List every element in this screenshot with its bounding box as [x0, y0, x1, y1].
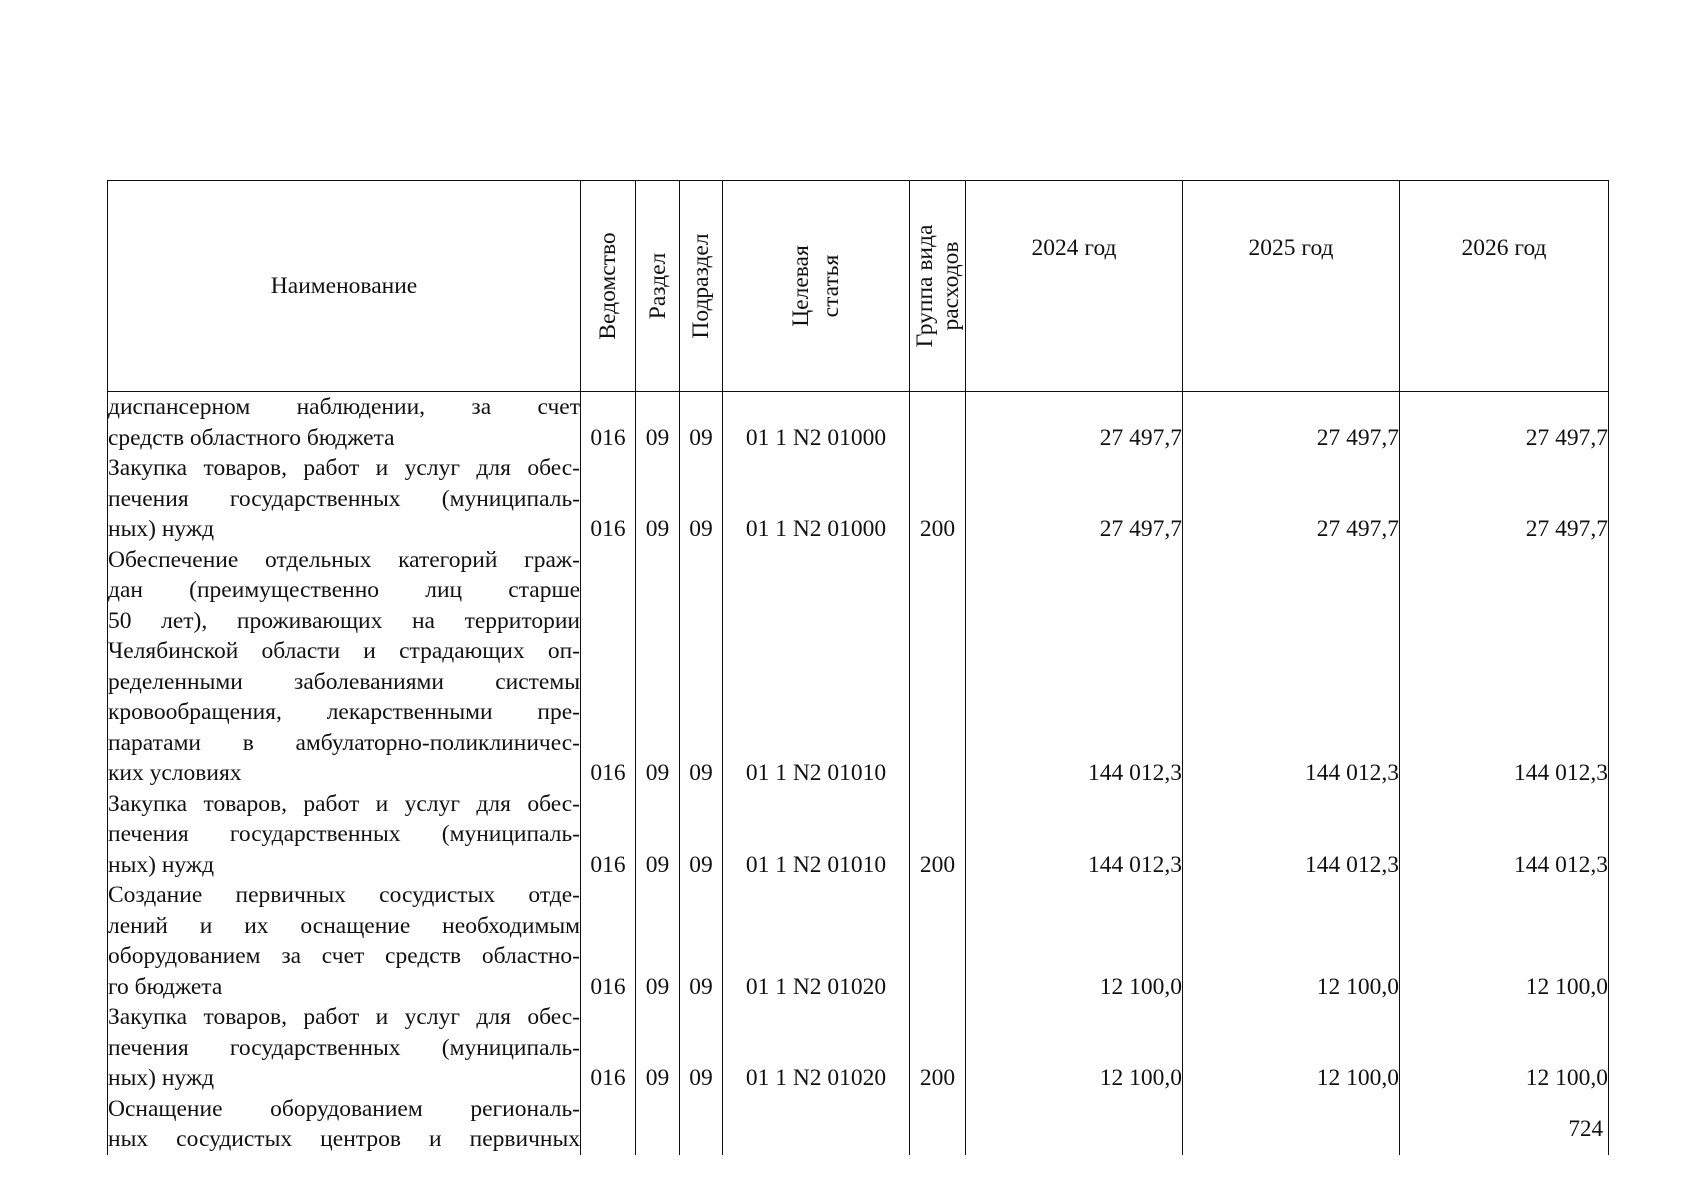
row-name-line: ных сосудистых центров и первичных [108, 1126, 580, 1152]
header-celevaya-line2: статья [818, 254, 844, 318]
table-row [108, 789, 1609, 881]
row-amount-2025 [1183, 1094, 1400, 1155]
row-amount-2024: 27 497,7 [966, 453, 1183, 545]
row-amount-2026: 144 012,3 [1400, 789, 1609, 881]
row-name-line: ных) нужд [108, 516, 215, 542]
row-vedomstvo: 016 [581, 789, 636, 881]
row-name-line: Закупка товаров, работ и услуг для обес- [108, 455, 580, 481]
row-amount-2026: 144 012,3 [1400, 545, 1609, 789]
row-name-line: ределенными заболеваниями системы [108, 668, 580, 695]
row-podrazdel: 09 [680, 789, 723, 881]
row-razdel [636, 1094, 680, 1155]
row-name-line: Челябинской области и страдающих оп- [108, 638, 580, 664]
table-row [108, 545, 1609, 789]
row-amount-2026: 12 100,0 [1400, 1002, 1609, 1094]
row-amount-2026: 27 497,7 [1400, 453, 1609, 545]
row-name-line: паратами в амбулаторно-поликлиничес- [108, 729, 580, 756]
row-name [108, 453, 581, 545]
row-name-line: ных) нужд [108, 851, 215, 878]
row-amount-2024: 27 497,7 [966, 392, 1183, 454]
row-podrazdel: 09 [680, 1002, 723, 1094]
table-row [108, 453, 1609, 545]
header-podrazdel-label: Подраздел [688, 233, 714, 339]
row-celevaya-statya: 01 1 N2 01020 [723, 880, 910, 1002]
row-gruppa-vida-raskhodov [910, 392, 966, 454]
row-vedomstvo: 016 [581, 453, 636, 545]
table-row [108, 392, 1609, 454]
row-name-line: Создание первичных сосудистых отде- [108, 882, 580, 908]
header-gruppa-vida-raskhodov [910, 181, 966, 392]
row-podrazdel: 09 [680, 880, 723, 1002]
page-number: 724 [1568, 1116, 1603, 1141]
header-vedomstvo [581, 181, 636, 392]
row-amount-2025: 144 012,3 [1183, 545, 1400, 789]
row-name-line: диспансерном наблюдении, за счет [108, 394, 580, 420]
row-celevaya-statya: 01 1 N2 01010 [723, 789, 910, 881]
row-razdel: 09 [636, 453, 680, 545]
row-amount-2025: 12 100,0 [1183, 880, 1400, 1002]
row-name [108, 1094, 581, 1155]
table-header [108, 181, 1609, 392]
row-name [108, 392, 581, 454]
row-amount-2024: 144 012,3 [966, 789, 1183, 881]
row-name-line: печения государственных (муниципаль- [108, 1034, 580, 1061]
row-name-line: дан (преимущественно лиц старше [108, 577, 580, 603]
row-podrazdel: 09 [680, 545, 723, 789]
header-celevaya-line1: Целевая [788, 245, 814, 327]
header-celevaya-label [786, 245, 846, 327]
row-razdel: 09 [636, 1002, 680, 1094]
row-name-line: ких условиях [108, 760, 242, 786]
header-razdel-label: Раздел [644, 252, 671, 320]
row-amount-2024: 144 012,3 [966, 545, 1183, 789]
row-name-line: средств областного бюджета [108, 424, 395, 451]
row-gruppa-vida-raskhodov [910, 545, 966, 789]
header-2024: 2024 год [966, 181, 1183, 392]
row-vedomstvo: 016 [581, 392, 636, 454]
table-row [108, 880, 1609, 1002]
row-name-line: Закупка товаров, работ и услуг для обес- [108, 1004, 580, 1030]
row-vedomstvo: 016 [581, 545, 636, 789]
row-amount-2025: 27 497,7 [1183, 392, 1400, 454]
table-row [108, 1094, 1609, 1155]
row-razdel: 09 [636, 392, 680, 454]
row-name-line: Обеспечение отдельных категорий граж- [108, 546, 580, 573]
header-gruppa-label [912, 225, 964, 348]
row-podrazdel [680, 1094, 723, 1155]
row-amount-2025: 12 100,0 [1183, 1002, 1400, 1094]
row-name [108, 789, 581, 881]
row-name-line: Оснащение оборудованием региональ- [108, 1095, 580, 1122]
header-name: Наименование [108, 181, 581, 392]
row-amount-2026: 12 100,0 [1400, 880, 1609, 1002]
row-celevaya-statya [723, 1094, 910, 1155]
row-name-line: го бюджета [108, 973, 223, 1000]
header-2026: 2026 год [1400, 181, 1609, 392]
row-amount-2024: 12 100,0 [966, 880, 1183, 1002]
row-gruppa-vida-raskhodov: 200 [910, 453, 966, 545]
row-name [108, 1002, 581, 1094]
row-amount-2025: 144 012,3 [1183, 789, 1400, 881]
row-podrazdel: 09 [680, 392, 723, 454]
row-amount-2024: 12 100,0 [966, 1002, 1183, 1094]
row-name-line: Закупка товаров, работ и услуг для обес- [108, 790, 580, 817]
row-amount-2025: 27 497,7 [1183, 453, 1400, 545]
header-celevaya-statya [723, 181, 910, 392]
table-row [108, 1002, 1609, 1094]
row-vedomstvo [581, 1094, 636, 1155]
header-podrazdel [680, 181, 723, 392]
row-celevaya-statya: 01 1 N2 01000 [723, 392, 910, 454]
row-gruppa-vida-raskhodov [910, 1094, 966, 1155]
row-razdel: 09 [636, 880, 680, 1002]
row-name-line: лений и их оснащение необходимым [108, 912, 580, 939]
row-razdel: 09 [636, 545, 680, 789]
row-name-line: 50 лет), проживающих на территории [108, 607, 580, 634]
row-vedomstvo: 016 [581, 1002, 636, 1094]
row-gruppa-vida-raskhodov [910, 880, 966, 1002]
row-name-line: печения государственных (муниципаль- [108, 485, 580, 512]
header-2025: 2025 год [1183, 181, 1400, 392]
row-gruppa-vida-raskhodov: 200 [910, 1002, 966, 1094]
header-vedomstvo-label: Ведомство [595, 232, 621, 340]
row-gruppa-vida-raskhodov: 200 [910, 789, 966, 881]
row-celevaya-statya: 01 1 N2 01020 [723, 1002, 910, 1094]
row-name-line: ных) нужд [108, 1065, 215, 1091]
row-name [108, 545, 581, 789]
row-celevaya-statya: 01 1 N2 01010 [723, 545, 910, 789]
header-gruppa-line2: расходов [937, 241, 964, 331]
row-celevaya-statya: 01 1 N2 01000 [723, 453, 910, 545]
row-amount-2026: 27 497,7 [1400, 392, 1609, 454]
header-razdel [636, 181, 680, 392]
header-gruppa-line1: Группа вида [911, 224, 938, 348]
row-name-line: печения государственных (муниципаль- [108, 821, 580, 847]
row-amount-2024 [966, 1094, 1183, 1155]
row-razdel: 09 [636, 789, 680, 881]
row-name [108, 880, 581, 1002]
row-name-line: оборудованием за счет средств областно- [108, 943, 580, 969]
table-body [108, 392, 1609, 1155]
row-vedomstvo: 016 [581, 880, 636, 1002]
budget-table [107, 180, 1609, 1155]
row-name-line: кровообращения, лекарственными пре- [108, 699, 580, 725]
row-podrazdel: 09 [680, 453, 723, 545]
